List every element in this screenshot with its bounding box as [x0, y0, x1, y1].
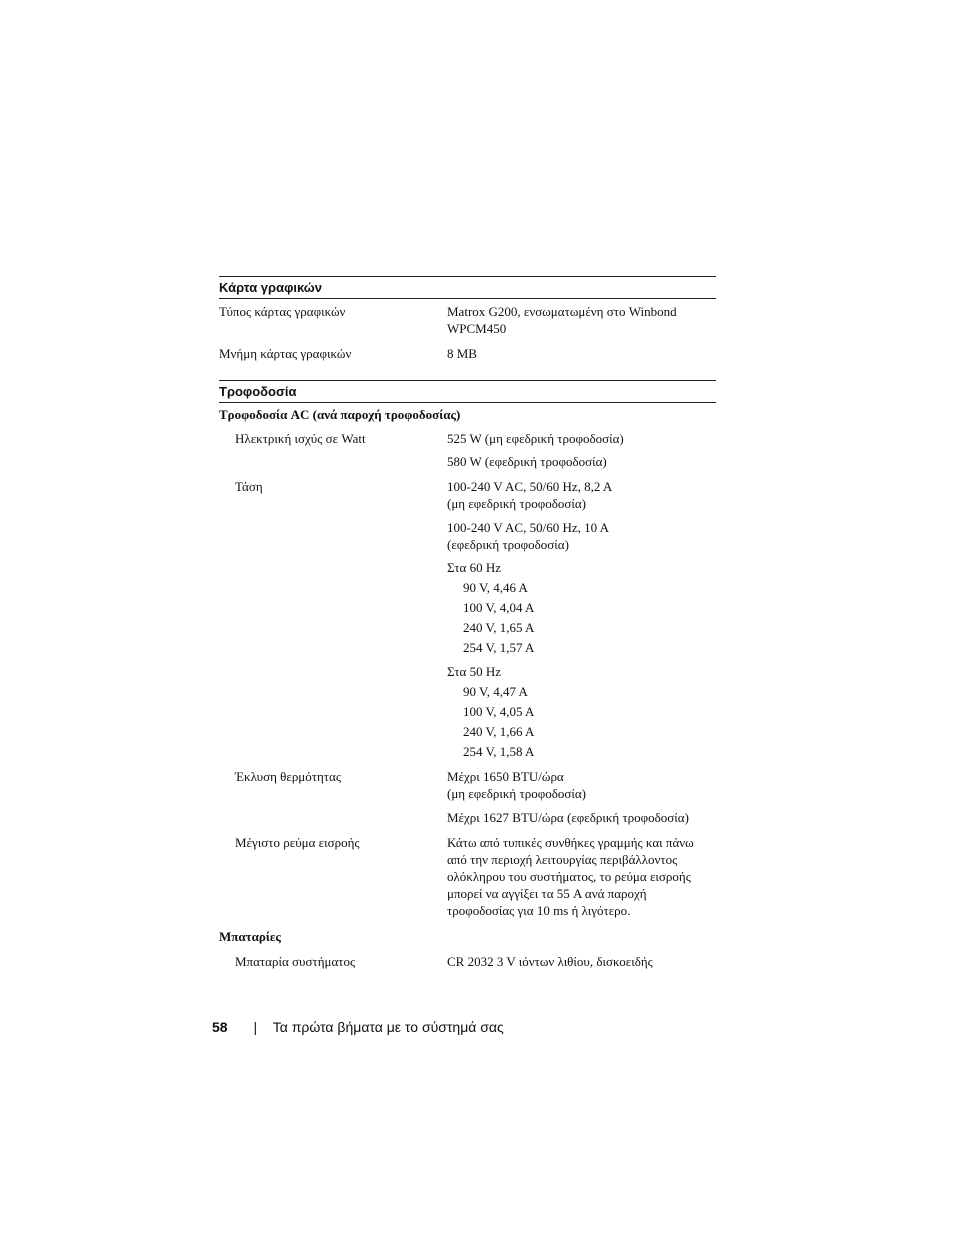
voltage-row	[219, 478, 716, 760]
hz60-item: 254 V, 1,57 A	[463, 640, 535, 655]
voltage-value-2b: (εφεδρική τροφοδοσία)	[447, 537, 569, 552]
graphics-type-row	[219, 303, 716, 337]
hz60-item: 100 V, 4,04 A	[463, 600, 535, 615]
hz60-item: 240 V, 1,65 A	[463, 620, 535, 635]
graphics-memory-value: 8 MB	[447, 346, 477, 361]
graphics-type-label: Τύπος κάρτας γραφικών	[219, 304, 346, 319]
inrush-value: Κάτω από τυπικές συνθήκες γραμμής και πάνω από την περιοχή λειτουργίας περιβάλλοντος ολόκληρου του συστήματος, το ρεύμα εισροής μπορεί να αγγίξει τα 55 A ανά παροχή τροφοδοσίας για 10 ms ή λιγότερο.	[447, 835, 694, 918]
inrush-label: Μέγιστο ρεύμα εισροής	[235, 835, 360, 850]
heat-label: Έκλυση θερμότητας	[235, 769, 341, 784]
graphics-section-title: Κάρτα γραφικών	[219, 276, 716, 299]
heat-row	[219, 768, 716, 826]
footer-separator: |	[253, 1019, 258, 1035]
hz60-label: Στα 60 Hz	[447, 560, 502, 575]
heat-value-1b: (μη εφεδρική τροφοδοσία)	[447, 786, 586, 801]
voltage-value-1b: (μη εφεδρική τροφοδοσία)	[447, 496, 586, 511]
footer-title: Τα πρώτα βήματα με το σύστημά σας	[272, 1019, 504, 1035]
hz50-label: Στα 50 Hz	[447, 664, 502, 679]
voltage-value-2a: 100-240 V AC, 50/60 Hz, 10 A	[447, 520, 610, 535]
battery-value: CR 2032 3 V ιόντων λιθίου, δισκοειδής	[447, 954, 653, 969]
spec-table	[219, 276, 716, 970]
heat-value-2: Μέχρι 1627 BTU/ώρα (εφεδρική τροφοδοσία)	[447, 810, 689, 825]
voltage-label: Τάση	[235, 479, 263, 494]
hz50-item: 100 V, 4,05 A	[463, 704, 535, 719]
hz50-item: 254 V, 1,58 A	[463, 744, 535, 759]
wattage-value-2: 580 W (εφεδρική τροφοδοσία)	[447, 454, 607, 469]
wattage-value-1: 525 W (μη εφεδρική τροφοδοσία)	[447, 431, 624, 446]
wattage-label: Ηλεκτρική ισχύς σε Watt	[235, 431, 366, 446]
power-section-title: Τροφοδοσία	[219, 380, 716, 403]
heat-value-1a: Μέχρι 1650 BTU/ώρα	[447, 769, 564, 784]
graphics-memory-row	[219, 345, 716, 362]
ac-power-subhead: Τροφοδοσία AC (ανά παροχή τροφοδοσίας)	[219, 407, 461, 422]
battery-row	[219, 953, 716, 970]
hz50-item: 90 V, 4,47 A	[463, 684, 528, 699]
hz60-item: 90 V, 4,46 A	[463, 580, 528, 595]
wattage-row	[219, 430, 716, 470]
hz50-item: 240 V, 1,66 A	[463, 724, 535, 739]
graphics-memory-label: Μνήμη κάρτας γραφικών	[219, 346, 352, 361]
page-number: 58	[212, 1019, 228, 1035]
voltage-value-1a: 100-240 V AC, 50/60 Hz, 8,2 A	[447, 479, 613, 494]
battery-subhead: Μπαταρίες	[219, 929, 281, 944]
battery-label: Μπαταρία συστήματος	[235, 954, 356, 969]
page-footer	[212, 1017, 504, 1037]
graphics-type-value: Matrox G200, ενσωματωμένη στο Winbond WPCM450	[447, 304, 677, 336]
inrush-row	[219, 834, 716, 919]
